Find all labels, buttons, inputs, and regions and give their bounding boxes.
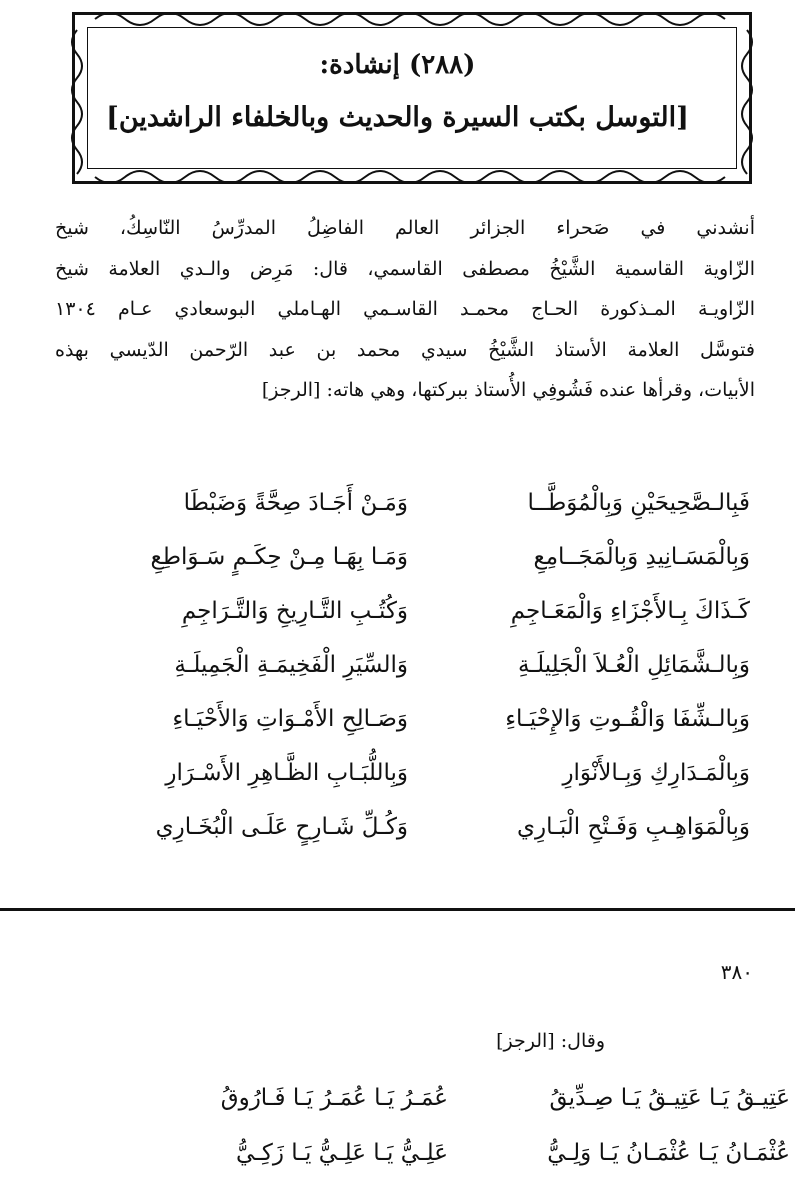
page-divider [0, 908, 795, 911]
verse-second-hemistich: وَالسِّيَرِ الْفَخِيمَـةِ الْجَمِيلَـةِ [174, 652, 408, 678]
verse-second-hemistich: وَصَـالِحِ الأَمْـوَاتِ وَالأَحْيَـاءِ [172, 706, 408, 732]
verse-first-hemistich: عَتِيـقُ يَـا عَتِيـقُ يَـا صِـدِّيقُ [549, 1085, 790, 1111]
intro-line: الزّاويـة المـذكورة الحـاج محمـد القاسـمي الهـاملي البوسعادي عـام ١٣٠٤ [55, 298, 755, 320]
next-section-intro: وقال: [الرجز] [496, 1030, 605, 1052]
poem-verse [40, 706, 750, 746]
right-ornament [737, 15, 757, 181]
poem-verse [40, 598, 750, 638]
verse-second-hemistich: وَكُـلِّ شَـارِحٍ عَلَـى الْبُخَـارِي [155, 814, 408, 840]
heading-number-title: (٢٨٨) إنشادة: [319, 50, 476, 80]
verse-first-hemistich: وَبِالْمَوَاهِـبِ وَفَـتْحِ الْبَـارِي [517, 814, 750, 840]
intro-line: الزّاوية القاسمية الشَّيْخُ مصطفى القاسمي، قال: مَرِض والـدي العلامة شيخ [55, 257, 755, 280]
verse-second-hemistich: عَلِـيُّ يَـا عَلِـيُّ يَـا زَكِـيُّ [236, 1140, 448, 1166]
verse-second-hemistich: وَكُتُـبِ التَّـارِيخِ وَالتَّـرَاجِمِ [181, 598, 408, 624]
poem-verse [40, 814, 750, 854]
verse-second-hemistich: وَبِاللُّبَـابِ الظَّـاهِرِ الأَسْـرَارِ [165, 760, 408, 786]
verse-first-hemistich: فَبِالـصَّحِيحَيْنِ وَبِالْمُوَطَّــا [527, 490, 750, 516]
poem-verse [40, 652, 750, 692]
bottom-ornament [75, 169, 749, 189]
page-number: ٣٨٠ [720, 960, 753, 984]
top-ornament [75, 7, 749, 27]
heading-inner-border [87, 27, 737, 169]
intro-paragraph [55, 208, 755, 411]
poem-verse [80, 1085, 790, 1125]
verse-first-hemistich: كَـذَاكَ بِـالأَجْزَاءِ وَالْمَعَـاجِمِ [510, 598, 750, 624]
verse-first-hemistich: وَبِالْمَـدَارِكِ وَبِـالأَنْوَارِ [562, 760, 750, 786]
verse-second-hemistich: وَمَـنْ أَجَـادَ صِحَّةً وَضَبْطَا [183, 490, 408, 516]
verse-first-hemistich: وَبِالـشَّمَائِلِ الْعُـلاَ الْجَلِيلَـةِ [518, 652, 750, 678]
intro-line: أنشدني في صَحراء الجزائر العالم الفاضِلُ المدرِّسُ النّاسِكُ، شيخ [55, 217, 755, 239]
heading-subtitle: [التوسل بكتب السيرة والحديث وبالخلفاء الراشدين] [106, 102, 689, 133]
verse-second-hemistich: عُمَـرُ يَـا عُمَـرُ يَـا فَـارُوقُ [220, 1085, 448, 1111]
verse-first-hemistich: وَبِالْمَسَـانِيدِ وَبِالْمَجَــامِعِ [533, 544, 750, 570]
heading-frame [72, 12, 752, 184]
left-ornament [67, 15, 87, 181]
poem-verse [80, 1140, 790, 1180]
intro-line: الأبيات، وقرأها عنده فَشُوفِي الأُستاذ ببركتها، وهي هاته: [الرجز] [261, 379, 755, 401]
poem-verse [40, 760, 750, 800]
verse-first-hemistich: وَبِالـشِّفَا وَالْقُـوتِ وَالإِحْيَـاءِ [505, 706, 750, 732]
poem-verse [40, 544, 750, 584]
intro-line: فتوسَّل العلامة الأستاذ الشَّيْخُ سيدي محمد بن عبد الرّحمن الدّيسي بهذه [55, 338, 755, 361]
verse-first-hemistich: عُثْمَـانُ يَـا عُثْمَـانُ يَـا وَلِـيُّ [547, 1140, 790, 1166]
poem-verse [40, 490, 750, 530]
verse-second-hemistich: وَمَـا بِهَـا مِـنْ حِكَـمٍ سَـوَاطِعِ [150, 544, 408, 570]
